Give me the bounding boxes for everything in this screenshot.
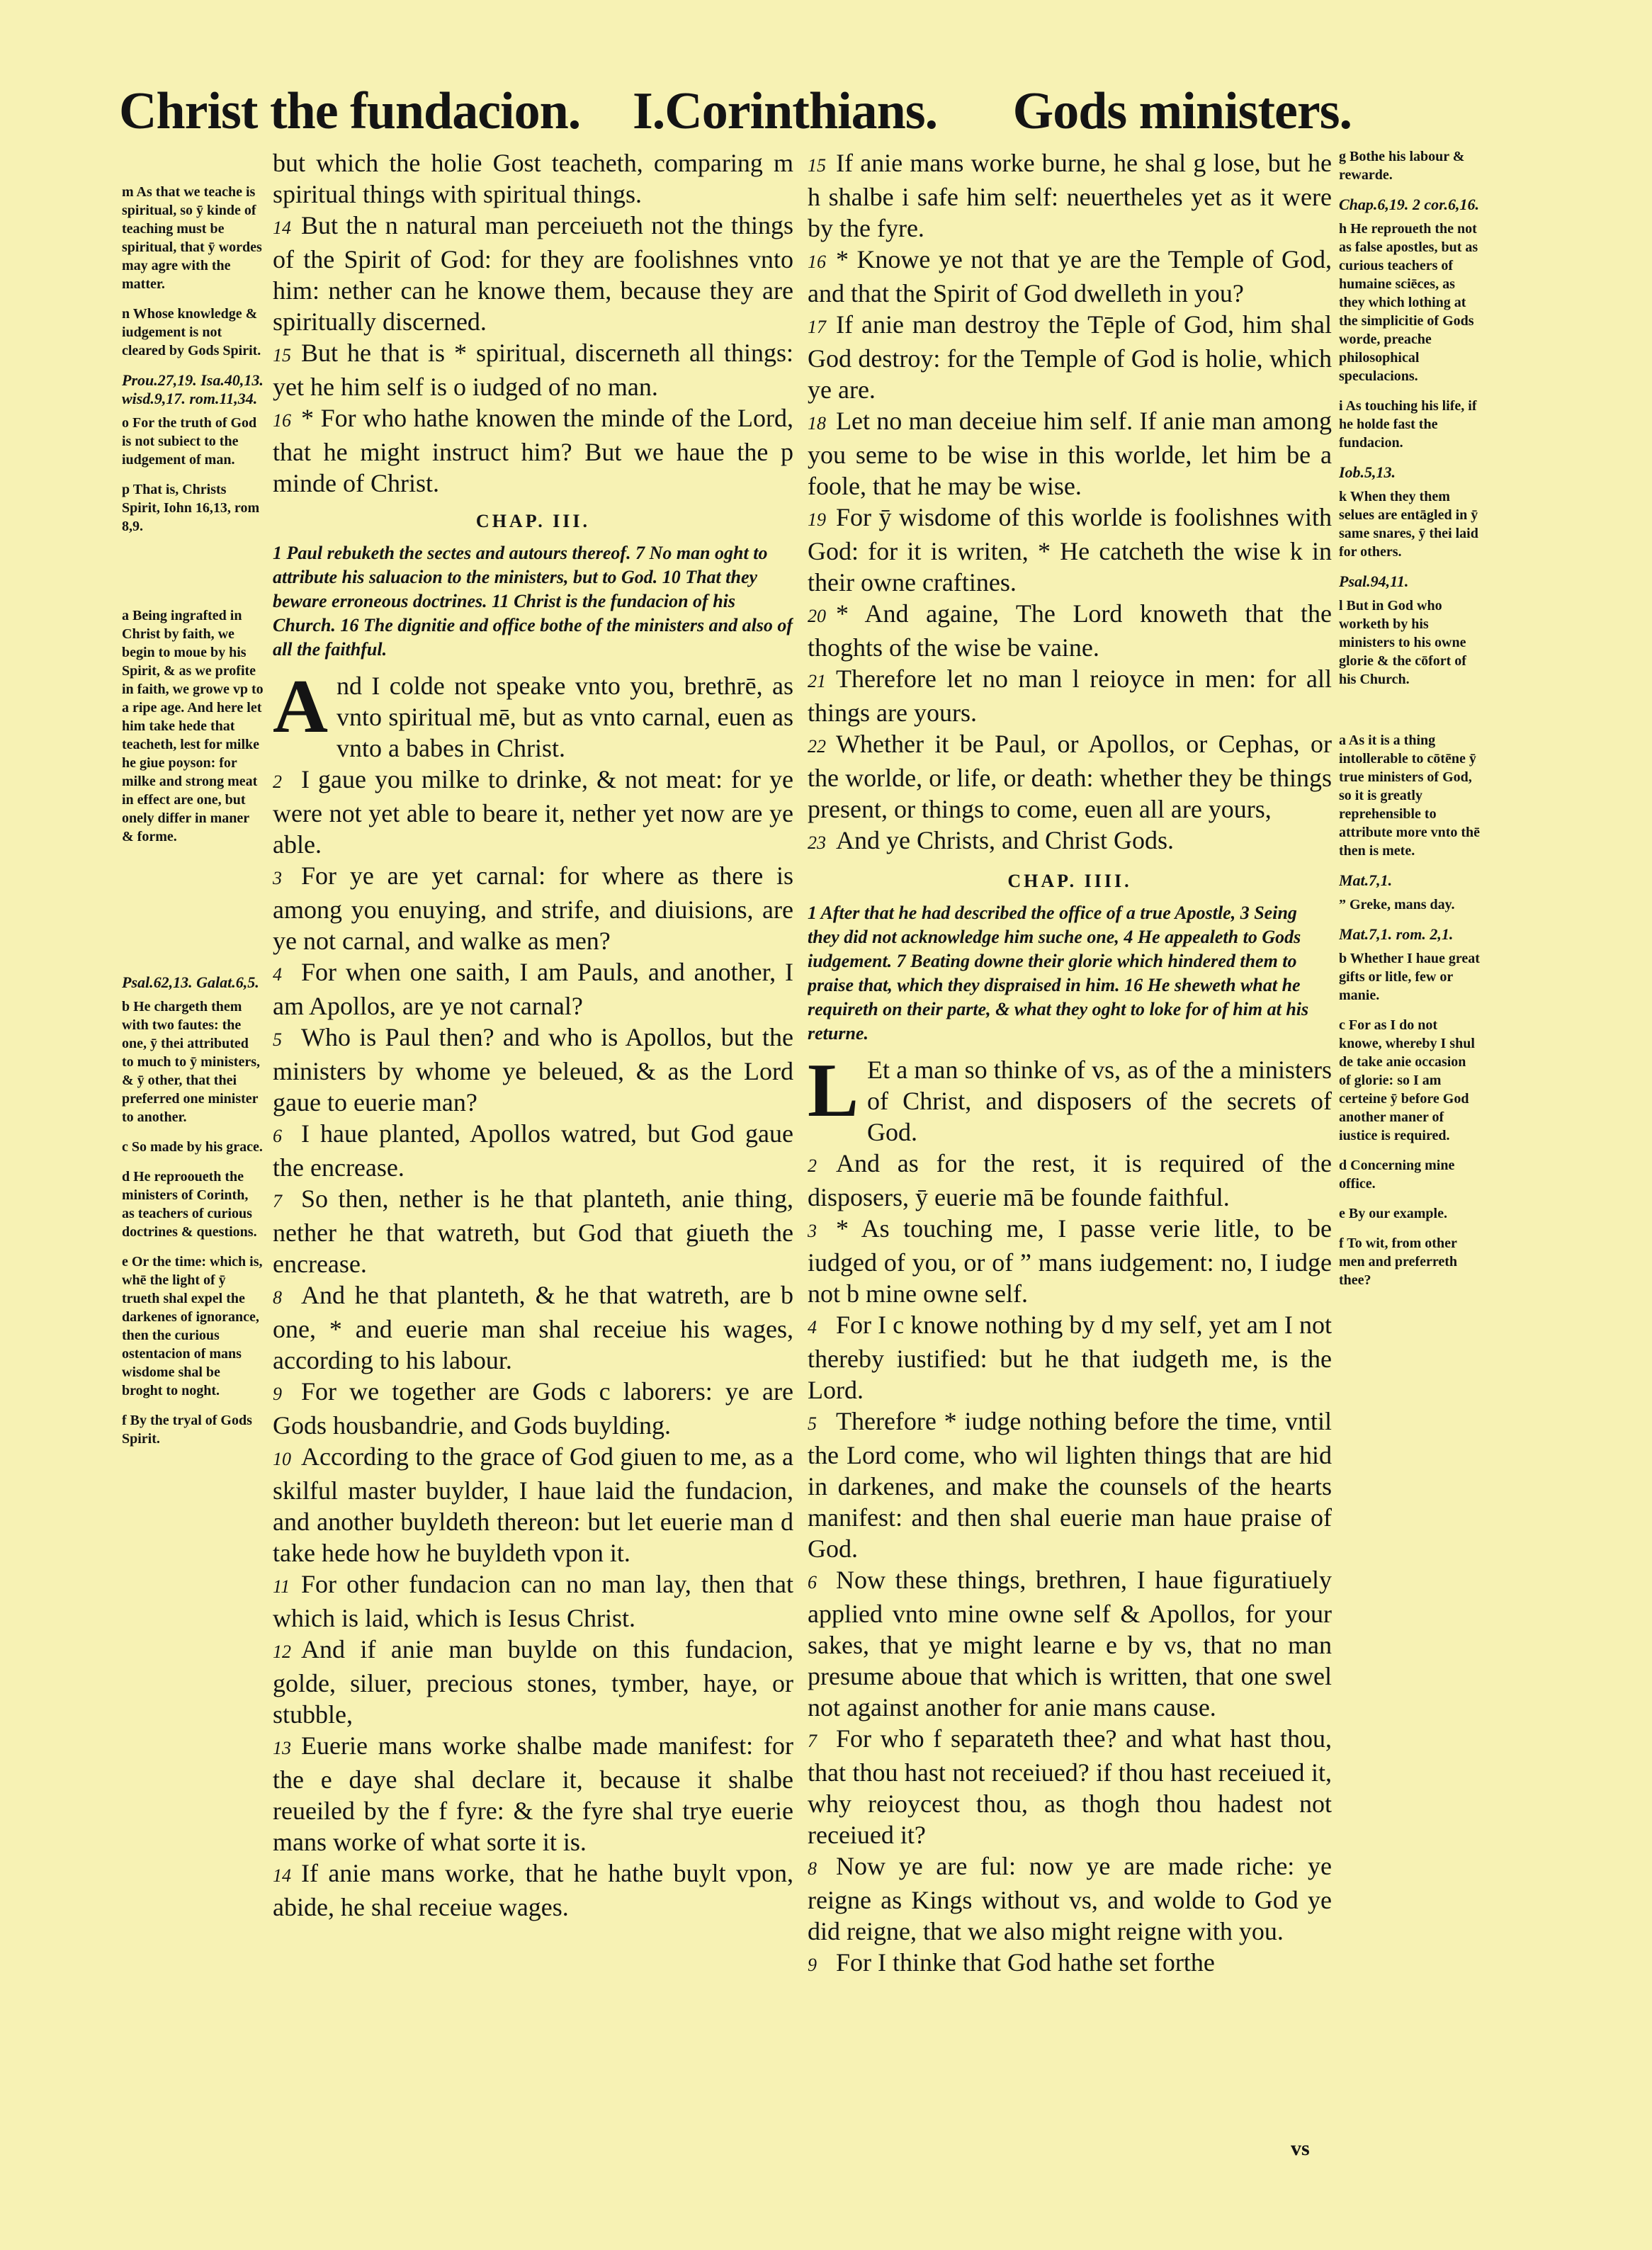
verse-19: 19 For ȳ wisdome of this worlde is foolishnes with God: for it is writen, * He catcheth the wise k in their owne craftines. [808, 503, 1332, 597]
margin-reference: Iob.5,13. [1339, 463, 1396, 481]
verse-15: 15 If anie mans worke burne, he shal g lose, but he h shalbe i safe him self: neuertheles yet as it were by the fyre. [808, 149, 1332, 242]
verse-14: 14 But the n natural man perceiueth not the things of the Spirit of God: for they are foolishnes vnto him: nether can he knowe them, because they are spiritually discerned. [273, 211, 793, 336]
verse-12: 12 And if anie man buylde on this fundacion, golde, siluer, precious stones, tymber, haye, or stubble, [273, 1635, 793, 1729]
margin-note: e By our example. [1339, 1206, 1447, 1221]
text-column-right [808, 147, 1332, 2124]
margin-note: b Whether I haue great gifts or litle, few or manie. [1339, 951, 1480, 1003]
verse-14b: 14 If anie mans worke, that he hathe buylt vpon, abide, he shal receiue wages. [273, 1859, 793, 1921]
margin-note: h He reproueth the not as false apostles, but as curious teachers of humaine sciēces, as they which lothing at the simplicitie of Gods worde, preache philosophical speculacions. [1339, 221, 1478, 384]
drop-cap: L [808, 1048, 859, 1133]
verse-8: 8 And he that planteth, & he that watreth, are b one, * and euerie man shal receiue his wages, according to his labour. [273, 1281, 793, 1374]
chapter-heading: CHAP. IIII. [1007, 871, 1132, 891]
margin-note: i As touching his life, if he holde fast the fundacion. [1339, 398, 1477, 451]
verse-11: 11 For other fundacion can no man lay, then that which is laid, which is Iesus Christ. [273, 1570, 793, 1632]
right-margin-notes [1339, 147, 1481, 2124]
margin-reference: Psal.62,13. Galat.6,5. [122, 973, 259, 991]
verse-2: 2 And as for the rest, it is required of the disposers, ȳ euerie mā be founde faithful. [808, 1149, 1332, 1211]
margin-note: d Concerning mine office. [1339, 1158, 1455, 1192]
margin-note: n Whose knowledge & iudgement is not cleared by Gods Spirit. [122, 306, 261, 358]
verse-13: 13 Euerie mans worke shalbe made manifest: for the e daye shal declare it, because it shalbe reueiled by the f fyre: & the fyre shal trye euerie mans worke of what sorte it is. [273, 1731, 793, 1856]
verse-17: 17 If anie man destroy the Tēple of God, him shal God destroy: for the Temple of God is holie, which ye are. [808, 310, 1332, 404]
margin-note: c For as I do not knowe, whereby I shul de take anie occasion of glorie: so I am certeine ȳ before God another maner of iustice is required. [1339, 1017, 1475, 1143]
verse-9: 9 For I thinke that God hathe set forthe [808, 1948, 1215, 1977]
verse-3: 3 * As touching me, I passe verie litle, to be iudged of you, or of ” mans iudgement: no, I iudge not b mine owne self. [808, 1214, 1332, 1308]
verse-9: 9 For we together are Gods c laborers: ye are Gods housbandrie, and Gods buylding. [273, 1377, 793, 1440]
margin-note: b He chargeth them with two fautes: the one, ȳ thei attributed to much to ȳ ministers, & ȳ other, that thei preferred one minister to another. [122, 999, 260, 1125]
verse: but which the holie Gost teacheth, comparing m spiritual things with spiritual things. [273, 149, 793, 208]
margin-note: a As it is a thing intollerable to cōtēne ȳ true ministers of God, so it is greatly reprehensible to attribute more vnto thē then is mete. [1339, 733, 1481, 859]
verse-4: 4 For when one saith, I am Pauls, and another, I am Apollos, are ye not carnal? [273, 958, 793, 1020]
verse-6: 6 I haue planted, Apollos watred, but God gaue the encrease. [273, 1119, 793, 1182]
margin-note: m As that we teache is spiritual, so ȳ kinde of teaching must be spiritual, that ȳ wordes may agre with the matter. [122, 184, 262, 292]
verse-1: L Et a man so thinke of vs, as of the a ministers of Christ, and disposers of the secrets of God. [808, 1048, 1332, 1146]
drop-cap: A [273, 665, 328, 749]
margin-note: l But in God who worketh by his ministers to his owne glorie & the cōfort of his Church. [1339, 598, 1466, 687]
margin-note: e Or the time: which is, whē the light of ȳ trueth shal expel the darkenes of ignorance, then the curious ostentacion of mans wisdome shal be broght to noght. [122, 1254, 263, 1398]
text-column-left [273, 147, 793, 2124]
verse-6: 6 Now these things, brethren, I haue figuratiuely applied vnto mine owne self & Apollos, for your sakes, that ye might learne e by vs, that no man presume aboue that which is written, that one swel not against another for anie mans cause. [808, 1566, 1332, 1722]
verse-16: 16 * Knowe ye not that ye are the Temple of God, and that the Spirit of God dwelleth in you? [808, 245, 1332, 307]
margin-note: a Being ingrafted in Christ by faith, we begin to moue by his Spirit, & as we profite in faith, we growe vp to a ripe age. And here let him take hede that teacheth, lest for milke he giue poyson: for milke and strong meat in effect are one, but onely differ in maner & forme. [122, 608, 264, 844]
margin-note: f By the tryal of Gods Spirit. [122, 1413, 252, 1447]
chapter-summary: 1 After that he had described the office of a true Apostle, 3 Seing they did not acknowledge him suche one, 4 He appealeth to Gods iudgement. 7 Beating downe their glorie which hindered them to praise that, which they dispraised in him. 16 He sheweth what he requireth on their parte, & what they oght to loke for of him at his returne. [808, 903, 1309, 1044]
margin-note: c So made by his grace. [122, 1139, 263, 1155]
margin-note: g Bothe his labour & rewarde. [1339, 149, 1465, 183]
header-right: Gods ministers. [1012, 82, 1352, 140]
verse-2: 2 I gaue you milke to drinke, & not meat: for ye were not yet able to beare it, nether yet now are ye able. [273, 765, 793, 859]
verse-23: 23 And ye Christs, and Christ Gods. [808, 826, 1174, 854]
margin-reference: Psal.94,11. [1339, 572, 1409, 590]
header-left: Christ the fundacion. [119, 82, 581, 140]
verse-5: 5 Therefore * iudge nothing before the time, vntil the Lord come, who wil lighten things that are hid in darkenes, and make the counsels of the hearts manifest: and then shal euerie man haue praise of God. [808, 1407, 1332, 1563]
margin-reference: Chap.6,19. 2 cor.6,16. [1339, 196, 1480, 213]
margin-note: o For the truth of God is not subiect to the iudgement of man. [122, 415, 257, 468]
verse-1: And I colde not speake vnto you, brethrē, as vnto spiritual mē, but as vnto carnal, euen as vnto a babes in Christ. [273, 665, 793, 762]
verse-8: 8 Now ye are ful: now ye are made riche: ye reigne as Kings without vs, and wolde to God ye did reigne, that we also might reigne with you. [808, 1852, 1332, 1945]
margin-reference: Mat.7,1. rom. 2,1. [1339, 925, 1454, 943]
verse-number: 15 [273, 345, 291, 366]
margin-reference: Mat.7,1. [1339, 871, 1393, 889]
margin-reference: Prou.27,19. Isa.40,13. wisd.9,17. rom.11,34. [122, 371, 264, 407]
verse-22: 22 Whether it be Paul, or Apollos, or Cephas, or the worlde, or life, or death: whether they be things present, or things to come, euen all are yours, [808, 730, 1332, 823]
verse-21: 21 Therefore let no man l reioyce in men: for all things are yours. [808, 665, 1332, 727]
verse-5: 5 Who is Paul then? and who is Apollos, but the ministers by whome ye beleued, & as the Lord gaue to euerie man? [273, 1023, 793, 1116]
verse-10: 10 According to the grace of God giuen to me, as a skilful master buylder, I haue laid the fundacion, and another buyldeth thereon: but let euerie man d take hede how he buyldeth vpon it. [273, 1442, 793, 1567]
margin-note: p That is, Christs Spirit, Iohn 16,13, rom 8,9. [122, 482, 260, 534]
margin-note: k When they them selues are entāgled in ȳ same snares, ȳ thei laid for others. [1339, 489, 1478, 560]
catchword: vs [1291, 2137, 1310, 2160]
verse-number: 16 [273, 410, 291, 431]
margin-note: ” Greke, mans day. [1339, 897, 1455, 912]
left-margin-notes [122, 183, 264, 2096]
verse-7: 7 So then, nether is he that planteth, anie thing, nether he that watreth, but God that giueth the encrease. [273, 1185, 793, 1278]
verse-20: 20 * And againe, The Lord knoweth that the thoghts of the wise be vaine. [808, 599, 1332, 662]
verse-16: 16 * For who hathe knowen the minde of the Lord, that he might instruct him? But we haue the p minde of Christ. [273, 404, 793, 497]
verse-18: 18 Let no man deceiue him self. If anie man among you seme to be wise in this worlde, let him be a foole, that he may be wise. [808, 407, 1332, 500]
header-center: I.Corinthians. [633, 82, 938, 140]
running-header [119, 79, 1352, 143]
chapter-heading: CHAP. III. [475, 511, 591, 531]
margin-note: d He reprooueth the ministers of Corinth, as teachers of curious doctrines & questions. [122, 1169, 257, 1240]
verse-4: 4 For I c knowe nothing by d my self, yet am I not thereby iustified: but he that iudgeth me, is the Lord. [808, 1311, 1332, 1404]
verse-15: 15 But he that is * spiritual, discerneth all things: yet he him self is o iudged of no man. [273, 339, 793, 401]
verse-7: 7 For who f separateth thee? and what hast thou, that thou hast not receiued? if thou hast receiued it, why reioycest thou, as thogh thou hadest not receiued it? [808, 1724, 1332, 1849]
margin-note: f To wit, from other men and preferreth thee? [1339, 1236, 1458, 1288]
verse-number: 14 [273, 217, 291, 238]
chapter-summary: 1 Paul rebuketh the sectes and autours thereof. 7 No man oght to attribute his saluacion to the ministers, but to God. 10 That they beware erroneous doctrines. 11 Christ is the fundacion of his Church. 16 The dignitie and office bothe of the ministers and also of all the faithful. [273, 543, 793, 660]
verse-3: 3 For ye are yet carnal: for where as there is among you enuying, and strife, and diuisions, are ye not carnal, and walke as men? [273, 861, 793, 955]
